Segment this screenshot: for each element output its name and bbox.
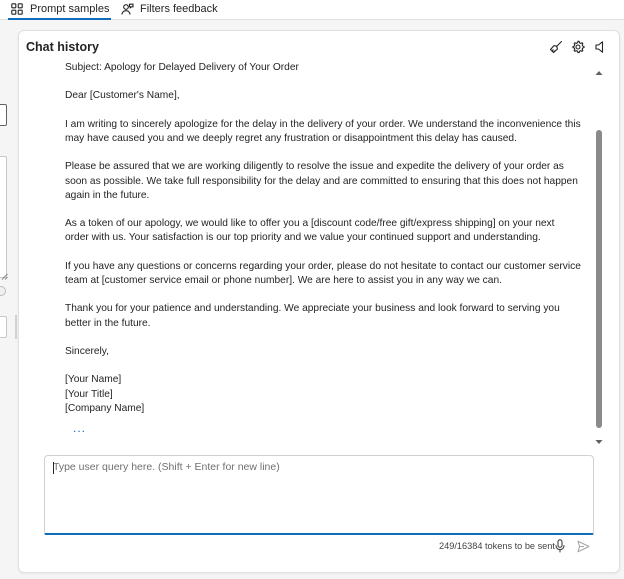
left-field[interactable] [0, 316, 7, 338]
email-paragraph-5: Thank you for your patience and understanding. We appreciate your business and look forward to serving you better in the future. [65, 303, 560, 329]
email-paragraph-4: If you have any questions or concerns regarding your order, please do not hesitate to contact our customer service team at [customer service email or phone number]. We are here to assist you in any way we can. [65, 260, 581, 286]
active-tab-indicator [8, 18, 111, 20]
signature-company: [Company Name] [65, 402, 145, 414]
panel-splitter[interactable] [15, 315, 17, 339]
token-count: 249/16384 tokens to be sent [439, 541, 555, 551]
send-icon[interactable] [576, 539, 590, 553]
scrollbar-thumb[interactable] [596, 130, 602, 428]
top-tab-bar [0, 0, 624, 20]
assistant-message [65, 61, 581, 437]
email-closing: Sincerely, [65, 345, 109, 357]
email-paragraph-3: As a token of our apology, we would like to offer you a [discount code/free gift/express shipping] on your next order with us. Your satisfaction is our top priority and we value your continued support and understanding. [65, 218, 555, 244]
speaker-icon[interactable] [593, 40, 607, 54]
tab-filters-feedback[interactable] [120, 0, 218, 18]
broom-icon[interactable] [549, 40, 563, 54]
left-input-field[interactable] [0, 104, 7, 126]
gear-icon[interactable] [571, 40, 585, 54]
signature-title: [Your Title] [65, 388, 113, 400]
microphone-icon[interactable] [554, 539, 566, 553]
tab-label: Filters feedback [140, 3, 218, 15]
email-subject: Subject: Apology for Delayed Delivery of Your Order [65, 62, 299, 73]
email-paragraph-2: Please be assured that we are working diligently to resolve the issue and expedite the delivery of your order as soon as possible. We take full responsibility for the delay and are committed to ensuring that this does not happen again in the future. [65, 161, 578, 201]
resize-grip-icon[interactable] [1, 268, 8, 276]
more-options-button[interactable]: ... [73, 421, 87, 435]
tab-prompt-samples[interactable] [10, 0, 109, 18]
chat-panel [18, 30, 620, 573]
chat-history-title: Chat history [26, 40, 99, 54]
chat-header-actions [549, 40, 607, 54]
left-textarea[interactable] [0, 156, 7, 278]
left-panel-edge [0, 28, 14, 578]
scroll-up-arrow-icon[interactable] [595, 64, 603, 72]
user-query-input[interactable] [45, 456, 593, 533]
user-query-box [44, 455, 594, 535]
email-greeting: Dear [Customer's Name], [65, 90, 180, 102]
left-circle-control[interactable] [0, 286, 6, 296]
email-paragraph-1: I am writing to sincerely apologize for the delay in the delivery of your order. We understand the inconvenience this may have caused you and we deeply regret any frustration or disappointment this delay has caused. [65, 118, 581, 144]
text-caret [53, 462, 54, 474]
tab-label: Prompt samples [30, 3, 110, 15]
scroll-down-arrow-icon[interactable] [595, 433, 603, 441]
grid-icon [10, 2, 24, 16]
signature-name: [Your Name] [65, 374, 122, 386]
people-feedback-icon [120, 2, 134, 16]
